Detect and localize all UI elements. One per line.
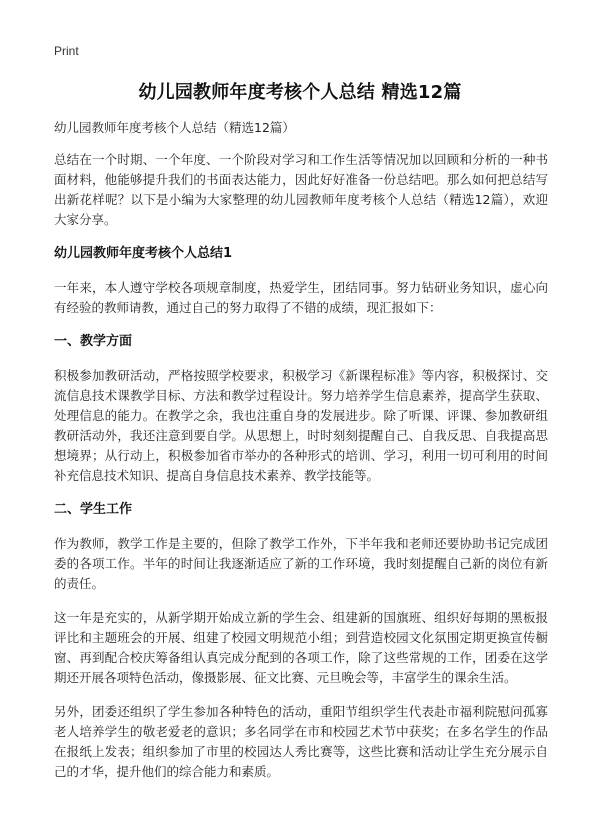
section-1-intro-paragraph: 一年来，本人遵守学校各项规章制度，热爱学生，团结同事。努力钻研业务知识，虚心向有经验的教师请教，通过自己的努力取得了不错的成绩，现汇报如下：	[54, 280, 548, 315]
page-title: 幼儿园教师年度考核个人总结 精选12篇	[138, 82, 462, 103]
intro-paragraph: 总结在一个时期、一个年度、一个阶段对学习和工作生活等情况加以回顾和分析的一种书面材料，他能够提升我们的书面表达能力，因此好好准备一份总结吧。那么如何把总结写出新花样呢？以下是小编为大家整理的幼儿园教师年度考核个人总结（精选12篇），欢迎大家分享。	[54, 152, 548, 227]
article-subtitle: 幼儿园教师年度考核个人总结（精选12篇）	[54, 120, 295, 135]
student-work-paragraph-3: 另外，团委还组织了学生参加各种特色的活动，重阳节组织学生代表赴市福利院慰问孤寡老人培养学生的敬老爱老的意识；多名同学在市和校园艺术节中获奖；在多名学生的作品在报纸上发表；组织参加了市里的校园达人秀比赛等，这些比赛和活动让学生充分展示自己的才华，提升他们的综合能力和素质。	[54, 704, 548, 779]
section-heading-1: 幼儿园教师年度考核个人总结1	[54, 246, 233, 261]
student-work-paragraph-1: 作为教师，教学工作是主要的，但除了教学工作外，下半年我和老师还要协助书记完成团委的各项工作。半年的时间让我逐渐适应了新的工作环境，我时刻提醒自己新的岗位有新的责任。	[54, 536, 548, 591]
teaching-heading: 一、教学方面	[54, 334, 133, 349]
student-work-paragraph-2: 这一年是充实的，从新学期开始成立新的学生会、组建新的国旗班、组织好每期的黑板报评比和主题班会的开展、组建了校园文明规范小组；到营造校园文化氛围定期更换宣传橱窗、再到配合校庆筹备组认真完成分配到的各项工作，除了这些常规的工作，团委在这学期还开展各项特色活动，像摄影展、征文比赛、元旦晚会等，丰富学生的课余生活。	[54, 610, 548, 685]
student-work-heading: 二、学生工作	[54, 502, 133, 517]
article-body	[54, 118, 548, 796]
print-link[interactable]: Print	[54, 44, 79, 58]
teaching-paragraph: 积极参加教研活动，严格按照学校要求，积极学习《新课程标准》等内容，积极探讨、交流信息技术课教学目标、方法和教学过程设计。努力培养学生信息素养，提高学生获取、处理信息的能力。在教学之余，我也注重自身的发展进步。除了听课、评课、参加教研组教研活动外，我还注意到要自学。从思想上，时时刻刻提醒自己、自我反思、自我提高思想境界；从行动上，积极参加省市举办的各种形式的培训、学习，利用一切可利用的时间补充信息技术知识、提高自身信息技术素养、教学技能等。	[54, 368, 548, 483]
